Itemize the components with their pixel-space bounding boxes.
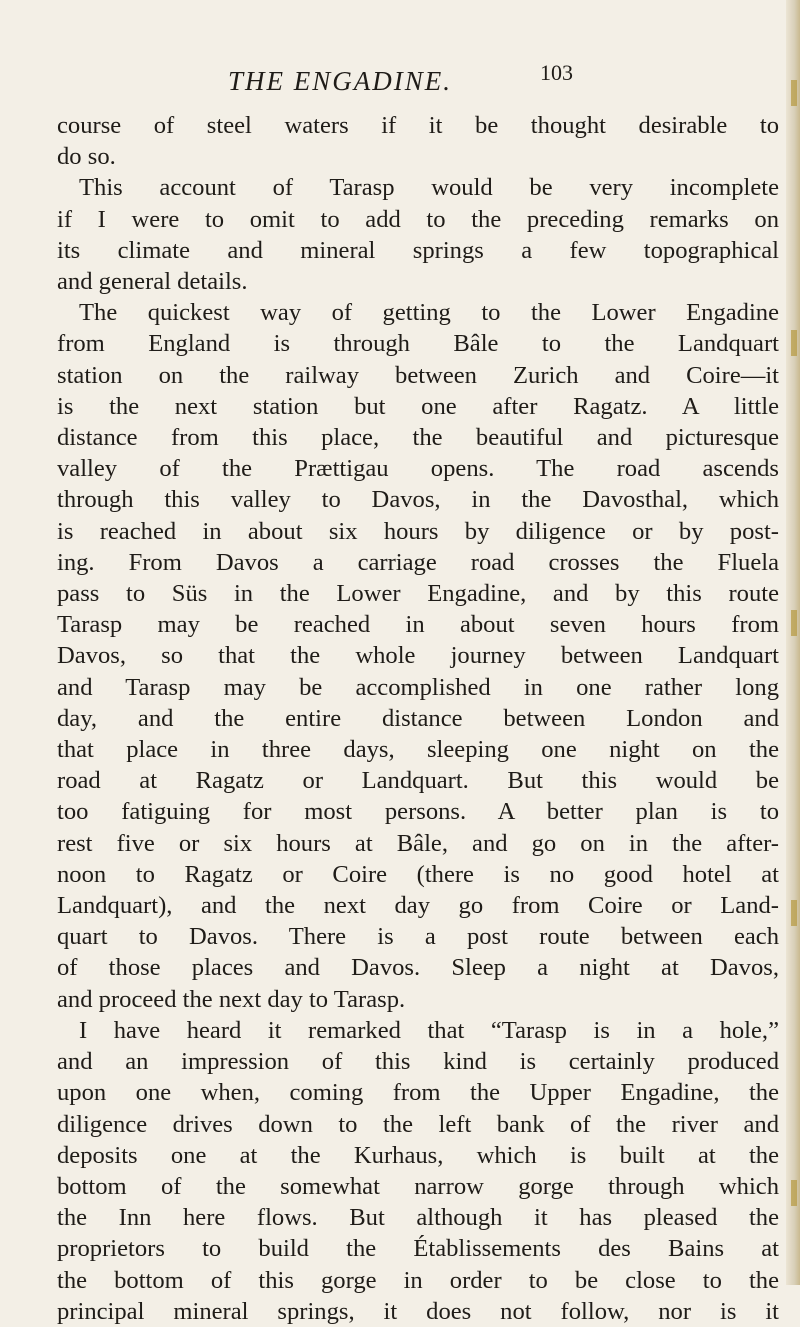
text-line: and proceed the next day to Tarasp. <box>57 985 406 1013</box>
text-line: day, and the entire distance between London and <box>57 704 779 732</box>
text-line: Landquart), and the next day go from Coire or Land- <box>57 892 779 920</box>
text-line: ing. From Davos a carriage road crosses the Fluela <box>57 548 779 576</box>
text-line: quart to Davos. There is a post route between each <box>57 923 779 951</box>
page-edge-mark <box>791 80 797 106</box>
text-line: and Tarasp may be accomplished in one rather long <box>57 673 779 701</box>
running-head: THE ENGADINE. <box>228 66 452 96</box>
text-line: pass to Süs in the Lower Engadine, and by this route <box>57 580 779 608</box>
text-line: Tarasp may be reached in about seven hours from <box>57 611 779 639</box>
text-line: that place in three days, sleeping one night on the <box>57 736 779 764</box>
text-line: and general details. <box>57 268 248 296</box>
text-line: too fatiguing for most persons. A better plan is to <box>57 798 779 826</box>
text-line: the Inn here flows. But although it has pleased the <box>57 1204 779 1232</box>
text-line: station on the railway between Zurich and Coire—it <box>57 361 779 389</box>
text-line: noon to Ragatz or Coire (there is no good hotel at <box>57 860 779 888</box>
text-line: distance from this place, the beautiful and picturesque <box>57 424 779 452</box>
paragraph-start-line: I have heard it remarked that “Tarasp is in a hole,” <box>79 1016 779 1044</box>
text-line: from England is through Bâle to the Landquart <box>57 330 779 358</box>
page-edge-mark <box>791 900 797 926</box>
page-edge-mark <box>791 610 797 636</box>
text-line: valley of the Prættigau opens. The road ascends <box>57 455 779 483</box>
text-line: and an impression of this kind is certainly produced <box>57 1048 779 1076</box>
text-line: its climate and mineral springs a few topographical <box>57 236 779 264</box>
text-line: the bottom of this gorge in order to be close to the <box>57 1266 779 1294</box>
text-line: through this valley to Davos, in the Davosthal, which <box>57 486 779 514</box>
text-line: upon one when, coming from the Upper Engadine, the <box>57 1079 779 1107</box>
text-line: do so. <box>57 143 116 171</box>
text-line: rest five or six hours at Bâle, and go on in the after- <box>57 829 779 857</box>
page-edge <box>786 0 800 1285</box>
text-line: Davos, so that the whole journey between Landquart <box>57 642 779 670</box>
text-line: road at Ragatz or Landquart. But this would be <box>57 767 779 795</box>
page-number: 103 <box>540 60 573 85</box>
text-line: bottom of the somewhat narrow gorge through which <box>57 1172 779 1200</box>
text-line: principal mineral springs, it does not follow, nor is it <box>57 1297 779 1325</box>
text-line: proprietors to build the Établissements des Bains at <box>57 1235 779 1263</box>
text-line: if I were to omit to add to the preceding remarks on <box>57 205 779 233</box>
text-line: is reached in about six hours by diligence or by post- <box>57 517 779 545</box>
paragraph-start-line: The quickest way of getting to the Lower Engadine <box>79 299 779 327</box>
body-text <box>57 110 779 1327</box>
text-line: diligence drives down to the left bank of the river and <box>57 1110 779 1138</box>
text-line: of those places and Davos. Sleep a night at Davos, <box>57 954 779 982</box>
text-line: course of steel waters if it be thought desirable to <box>57 112 779 139</box>
paragraph-start-line: This account of Tarasp would be very incomplete <box>79 174 779 202</box>
page-edge-mark <box>791 330 797 356</box>
text-line: is the next station but one after Ragatz. A little <box>57 392 779 420</box>
text-line: deposits one at the Kurhaus, which is built at the <box>57 1141 779 1169</box>
page-edge-mark <box>791 1180 797 1206</box>
